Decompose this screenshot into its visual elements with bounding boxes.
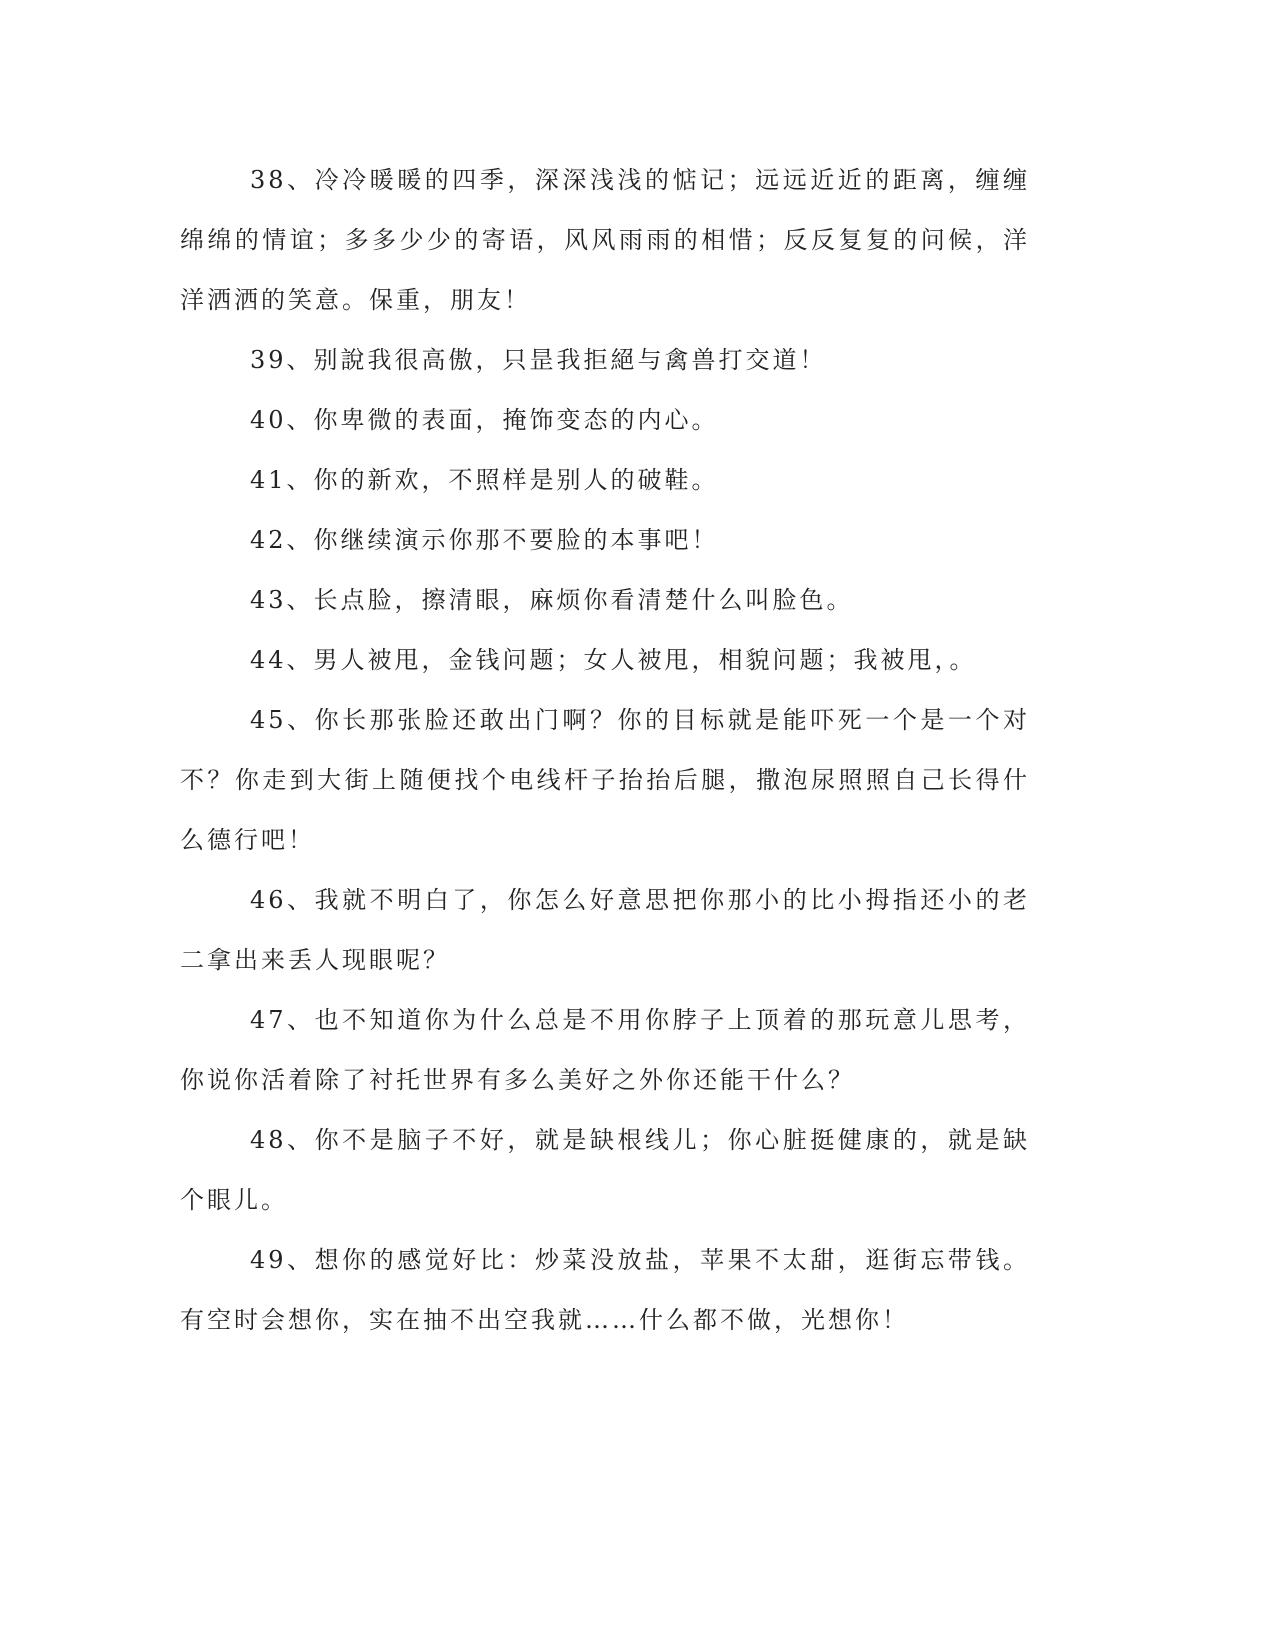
paragraph-46: 46、我就不明白了，你怎么好意思把你那小的比小拇指还小的老二拿出来丢人现眼呢？ <box>180 886 1030 974</box>
paragraph-41: 41、你的新欢，不照样是别人的破鞋。 <box>250 466 719 494</box>
paragraph-47: 47、也不知道你为什么总是不用你脖子上顶着的那玩意儿思考，你说你活着除了衬托世界有多么美好之外你还能干什么？ <box>180 1006 1030 1094</box>
paragraph-43: 43、长点脸，擦清眼，麻烦你看清楚什么叫脸色。 <box>250 586 854 614</box>
paragraph-42: 42、你继续演示你那不要脸的本事吧！ <box>250 526 719 554</box>
paragraph-48: 48、你不是脑子不好，就是缺根线儿；你心脏挺健康的，就是缺个眼儿。 <box>180 1126 1030 1214</box>
paragraph-49: 49、想你的感觉好比：炒菜没放盐，苹果不太甜，逛街忘带钱。有空时会想你，实在抽不出空我就……什么都不做，光想你！ <box>180 1246 1030 1334</box>
paragraph-44: 44、男人被甩，金钱问题；女人被甩，相貌问题；我被甩，。 <box>250 646 977 674</box>
paragraph-45: 45、你长那张脸还敢出门啊？你的目标就是能吓死一个是一个对不？你走到大街上随便找个电线杆子抬抬后腿，撒泡尿照照自己长得什么德行吧！ <box>180 706 1030 854</box>
paragraph-38: 38、冷冷暖暖的四季，深深浅浅的惦记；远远近近的距离，缠缠绵绵的情谊；多多少少的寄语，风风雨雨的相惜；反反复复的问候，洋洋洒洒的笑意。保重，朋友！ <box>180 166 1030 314</box>
paragraph-39: 39、别說我很高傲，只昰我拒絕与禽兽打交道！ <box>250 346 827 374</box>
document-body <box>180 150 1030 1350</box>
paragraph-40: 40、你卑微的表面，掩饰变态的内心。 <box>250 406 719 434</box>
